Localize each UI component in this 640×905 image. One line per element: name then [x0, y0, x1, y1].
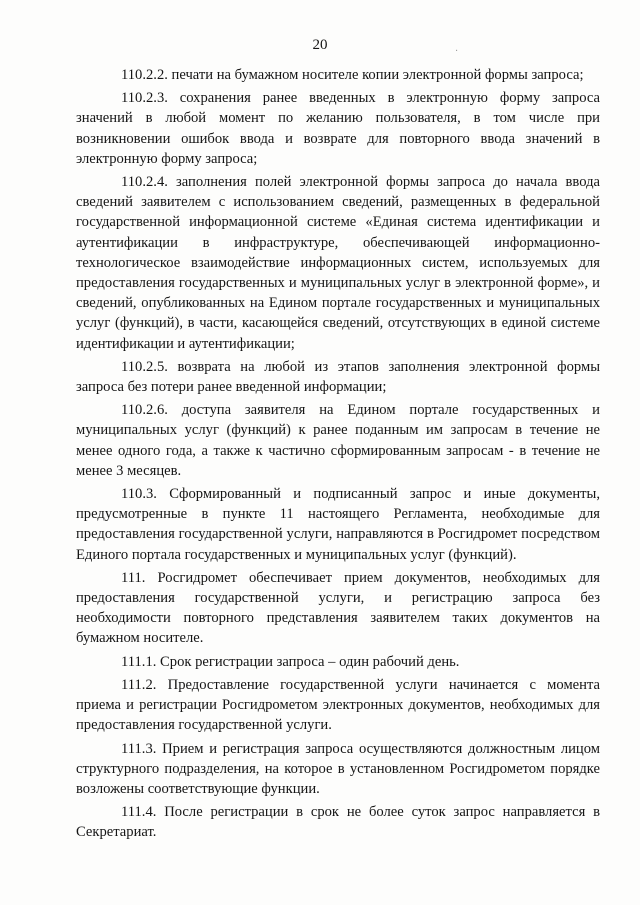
paragraph-110-2-3: 110.2.3. сохранения ранее введенных в электронную форму запроса значений в любой момент по желанию пользователя, в том числе при возникновении ошибок ввода и возврате для повторного ввода значений в электронную форму запроса;: [76, 90, 600, 167]
paragraph-110-2-6: 110.2.6. доступа заявителя на Едином портале государственных и муниципальных услуг (функций) к ранее поданным им запросам в течение не менее одного года, а также к частично сформированным запросам - в течение не менее 3 месяцев.: [76, 402, 600, 479]
paragraph-111-2: 111.2. Предоставление государственной услуги начинается с момента приема и регистрации Росгидрометом электронных документов, необходимых для предоставления государственной услуги.: [76, 676, 600, 734]
paragraph-111-4: 111.4. После регистрации в срок не более суток запрос направляется в Секретариат.: [76, 804, 600, 841]
paragraph-110-2-4: 110.2.4. заполнения полей электронной формы запроса до начала ввода сведений заявителем с использованием сведений, размещенных в федеральной государственной информационной системе «Единая система идентификации и аутентификации в инфраструктуре, обеспечивающей информационно-технологическое взаимодействие информационных систем, используемых для предоставления государственных и муниципальных услуг в электронной форме», и сведений, опубликованных на Едином портале государственных и муниципальных услуг (функций), в части, касающейся сведений, отсутствующих в единой системе идентификации и аутентификации;: [76, 174, 600, 352]
paragraph-111-1: 111.1. Срок регистрации запроса – один рабочий день.: [121, 653, 460, 670]
paragraph-110-2-5: 110.2.5. возврата на любой из этапов заполнения электронной формы запроса без потери ранее введенной информации;: [76, 358, 600, 396]
paragraph-111-3: 111.3. Прием и регистрация запроса осуществляются должностным лицом структурного подразделения, на которое в установленном Росгидрометом порядке возложены соответствующие функции.: [76, 740, 600, 797]
paragraph-111: 111. Росгидромет обеспечивает прием документов, необходимых для предоставления государственной услуги, и регистрацию запроса без необходимости повторного представления заявителем таких документов на бумажном носителе.: [76, 569, 600, 647]
document-body: [76, 65, 600, 846]
page-number: 20: [312, 37, 328, 53]
scan-mark: ·: [455, 46, 459, 57]
paragraph-110-2-2: 110.2.2. печати на бумажном носителе копии электронной формы запроса;: [121, 67, 584, 83]
paragraph-110-3: 110.3. Сформированный и подписанный запрос и иные документы, предусмотренные в пункте 11 настоящего Регламента, необходимые для предоставления государственной услуги, направляются в Росгидромет посредством Единого портала государственных и муниципальных услуг (функций).: [76, 486, 600, 563]
